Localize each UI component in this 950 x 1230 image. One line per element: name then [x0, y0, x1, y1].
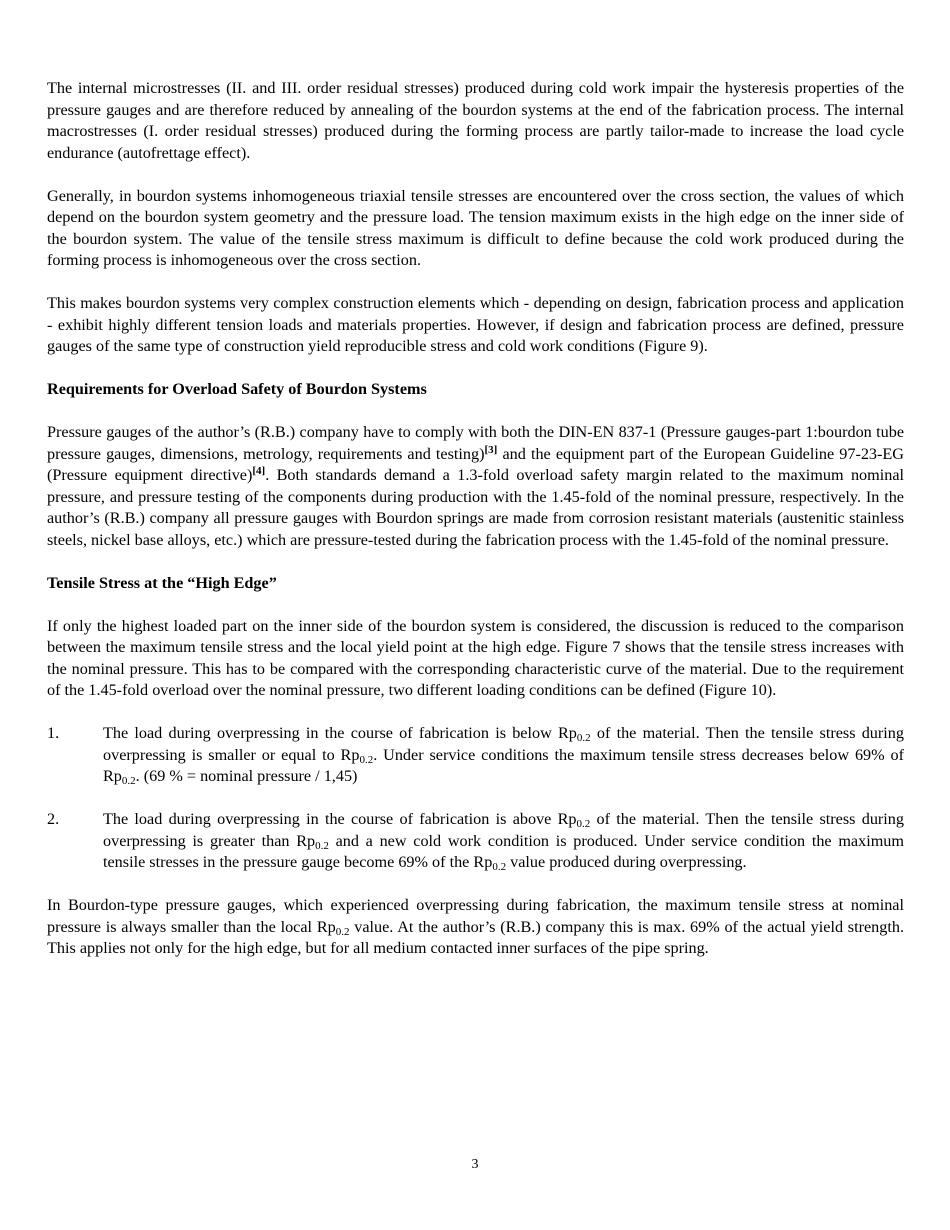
paragraph-standards	[47, 422, 904, 551]
rp-symbol: Rp	[473, 853, 493, 871]
text-segment: of the material. Then the tensile stress during overpressing is greater than	[103, 810, 904, 850]
page-number: 3	[471, 1157, 479, 1172]
paragraph-construction-elements: This makes bourdon systems very complex construction elements which - depending on design, fabrication process and application - exhibit highly different tension loads and materials properties. However, if design and fabrication process are defined, pressure gauges of the same type of construction yield reproducible stress and cold work conditions (Figure 9).	[47, 294, 904, 355]
text-segment: . (69 % = nominal pressure / 1,45)	[135, 767, 358, 785]
rp-symbol: Rp	[340, 745, 360, 764]
rp-subscript: 0.2	[121, 775, 136, 787]
text-segment: and the equipment part of the European Guideline 97-23-EG (Pressure equipment directive)	[47, 444, 904, 484]
list-number: 2.	[47, 810, 60, 828]
list-item-2	[47, 809, 904, 874]
list-number: 1.	[47, 724, 60, 742]
document-page	[47, 78, 904, 981]
reference-4: [4]	[252, 465, 266, 477]
text-segment: of the material. Then the tensile stress during overpressing is smaller or equal to	[103, 724, 904, 764]
rp-subscript: 0.2	[335, 925, 350, 938]
heading-overload-safety: Requirements for Overload Safety of Bourdon Systems	[47, 380, 427, 398]
text-segment: The load during overpressing in the course of fabrication is below	[103, 724, 558, 742]
text-segment: value produced during overpressing.	[506, 853, 747, 871]
list-text	[103, 723, 904, 788]
rp-subscript: 0.2	[315, 839, 329, 852]
rp-symbol: Rp	[557, 810, 577, 828]
rp-symbol: Rp	[316, 917, 336, 936]
reference-3: [3]	[484, 443, 498, 456]
rp-subscript: 0.2	[359, 753, 374, 766]
rp-subscript: 0.2	[576, 732, 591, 744]
text-segment: value. At the author’s (R.B.) company this is max. 69% of the actual yield strength. This applies not only for the high edge, but for all medium contacted inner surfaces of the pipe spring.	[47, 917, 905, 957]
text-segment: . Both standards demand a 1.3-fold overload safety margin related to the maximum nominal pressure, and pressure testing of the components during production with the 1.45-fold of the nominal pressure, respectively. In the author’s (R.B.) company all pressure gauges with Bourdon springs are made from corrosion resistant materials (austenitic stainless steels, nickel base alloys, etc.) which are pressure-tested during the fabrication process with the 1.45-fold of the nominal pressure.	[47, 466, 904, 549]
rp-symbol: Rp	[296, 831, 316, 850]
paragraph-triaxial-stresses: Generally, in bourdon systems inhomogeneous triaxial tensile stresses are encountered over the cross section, the values of which depend on the bourdon system geometry and the pressure load. The tension maximum exists in the high edge on the inner side of the bourdon system. The value of the tensile stress maximum is difficult to define because the cold work produced during the forming process is inhomogeneous over the cross section.	[47, 186, 904, 269]
rp-symbol: Rp	[103, 767, 122, 785]
text-segment: Pressure gauges of the author’s (R.B.) company have to comply with both the DIN-EN 837-1 (Pressure gauges-part 1:bourdon tube pressure gauges, dimensions, metrology, requirements and testing)	[47, 423, 904, 463]
paragraph-microstresses: The internal microstresses (II. and III. order residual stresses) produced during cold work impair the hysteresis properties of the pressure gauges and are therefore reduced by annealing of the bourdon systems at the end of the fabrication process. The internal macrostresses (I. order residual stresses) produced during the forming process are partly tailor-made to increase the load cycle endurance (autofrettage effect).	[47, 79, 904, 162]
rp-subscript: 0.2	[492, 861, 507, 873]
text-segment: . Under service conditions the maximum tensile stress decreases below 69% of	[373, 745, 904, 764]
list-text	[103, 809, 904, 874]
text-segment: and a new cold work condition is produced. Under service condition the maximum tensile stresses in the pressure gauge become 69% of the	[103, 831, 904, 871]
text-segment: In Bourdon-type pressure gauges, which experienced overpressing during fabrication, the maximum tensile stress at nominal pressure is always smaller than the local	[47, 896, 904, 936]
paragraph-conclusion	[47, 895, 904, 960]
heading-high-edge: Tensile Stress at the “High Edge”	[47, 573, 277, 592]
text-segment: The load during overpressing in the course of fabrication is above	[103, 810, 558, 828]
rp-subscript: 0.2	[576, 818, 591, 830]
paragraph-high-edge-intro: If only the highest loaded part on the inner side of the bourdon system is considered, the discussion is reduced to the comparison between the maximum tensile stress and the local yield point at the high edge. Figure 7 shows that the tensile stress increases with the nominal pressure. This has to be compared with the corresponding characteristic curve of the material. Due to the requirement of the 1.45-fold overload over the nominal pressure, two different loading conditions can be defined (Figure 10).	[47, 616, 904, 699]
list-item-1	[47, 723, 904, 788]
rp-symbol: Rp	[558, 724, 577, 742]
